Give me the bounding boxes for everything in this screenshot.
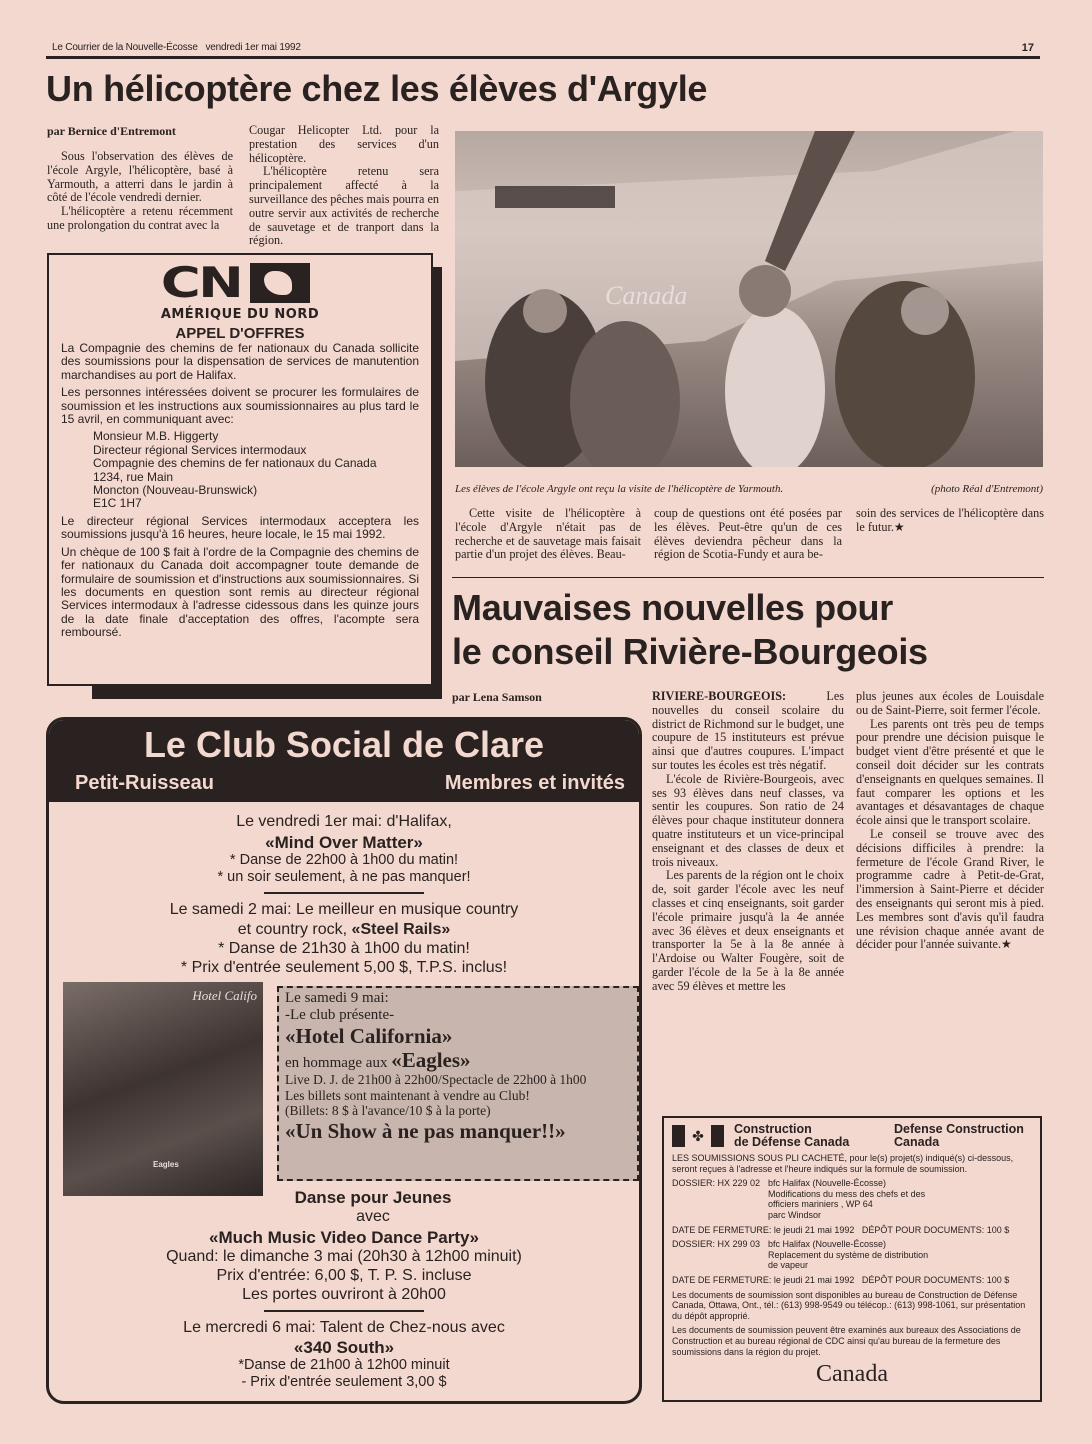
event-text: Les billets sont maintenant à vendre au Club! (285, 1087, 530, 1103)
cn-paragraph: La Compagnie des chemins de fer nationaux du Canada sollicite des soumissions pour la dispensation de services de manutention marchandises au port de Halifax. (61, 341, 419, 382)
article1-continued-col2 (654, 507, 842, 562)
event-text: -Le club présente- (285, 1007, 395, 1023)
dossier-line: officiers mariniers , WP 64 (768, 1199, 873, 1210)
address-line: Monsieur M.B. Higgerty (93, 429, 219, 444)
divider (264, 1310, 424, 1312)
band-photo-label: Eagles (153, 1160, 179, 1169)
helicopter-photo-illustration (455, 131, 1043, 467)
article2-col2 (856, 690, 1044, 952)
article2-headline (452, 586, 928, 674)
address-line: Compagnie des chemins de fer nationaux du Canada (93, 456, 377, 471)
name-line: Canada (894, 1135, 940, 1149)
address-line: Directeur régional Services intermodaux (93, 442, 307, 457)
paragraph: L'hélicoptère retenu sera principalement affecté à la surveillance des pêches mais pourra en outre servir aux activités de recherche de sauvetage et de tranport dans la région. (249, 164, 439, 248)
band-photo-title: Hotel Califo (192, 988, 257, 1003)
article2-byline: par Lena Samson (452, 690, 542, 704)
dossier-1 (672, 1178, 1032, 1220)
dateline: RIVIERE-BOURGEOIS: (652, 689, 787, 703)
cn-ad (47, 253, 433, 686)
cn-address (61, 430, 419, 510)
photo-caption (455, 483, 1043, 495)
cn-logo-letters: CN (160, 258, 242, 307)
paragraph: Les parents ont très peu de temps pour prendre une décision puisque le budget vient d'être présenté et que le conseil doit décider sur les contrats d'enseignants en quelques semaines. Il faut comparer les options et les avantages et désavantages de chaque école ainsi que le transport scolaire. (856, 716, 1044, 828)
dcc-header (672, 1123, 1032, 1149)
band-photo (63, 982, 263, 1196)
dossier-2 (672, 1239, 1032, 1271)
dcc-intro: LES SOUMISSIONS SOUS PLI CACHETÉ, pour le(s) projet(s) indiqué(s) ci-dessous, seront reçues à l'adresse et l'heure indiqués sur la formule de soumission. (672, 1153, 1014, 1174)
deposit: DÉPÔT POUR DOCUMENTS: 100 $ (861, 1274, 1010, 1285)
cn-paragraph: Un chèque de 100 $ fait à l'ordre de la Compagnie des chemins de fer nationaux du Canada doit accompagner toute demande de formulaire de soumission et d'instructions aux soumissionnaires. Si les documents en question sont remis au directeur régional Services intermodaux à l'adresse cidessous dans les quinze jours de la date finale d'acceptation des offres, l'acompte sera remboursé. (61, 544, 419, 640)
closing-date: DATE DE FERMETURE: le jeudi 21 mai 1992 (672, 1224, 855, 1235)
paragraph-text: Les nouvelles du conseil scolaire du district de Richmond sur le budget, une coupure de 15 instituteurs est prévue ainsi que d'autres coupures. L'impact sur toutes les écoles est très négatif. (652, 689, 844, 772)
article1-continued-col1 (455, 507, 641, 562)
dcc-docs-review: Les documents de soumission peuvent être examinés aux bureaux des Associations de Construction et au bureau régional de CDC ainsi qu'au bureau de la fermeture des soumissions dans la région du projet. (672, 1325, 1021, 1357)
dossier-line: Replacement du système de distribution (768, 1249, 929, 1260)
dossier-line: Modifications du mess des chefs et des (768, 1188, 926, 1199)
event-text: en hommage aux (285, 1055, 392, 1071)
dossier-2-closing (672, 1275, 1032, 1286)
event-text: * un soir seulement, à ne pas manquer! (217, 869, 471, 885)
event-text: Live D. J. de 21h00 à 22h00/Spectacle de 22h00 à 1h00 (285, 1072, 587, 1087)
event-1 (49, 812, 639, 886)
paragraph: Cougar Helicopter Ltd. pour la prestation des services d'un hélicoptère. (249, 123, 439, 165)
event-title: Danse pour Jeunes (294, 1188, 452, 1207)
address-line: E1C 1H7 (93, 496, 142, 511)
event-text: * Danse de 21h30 à 1h00 du matin! (218, 940, 470, 957)
event-text: Prix d'entrée: 6,00 $, T. P. S. incluse (216, 1267, 472, 1284)
event-band: «340 South» (293, 1338, 395, 1357)
event-text: * Prix d'entrée seulement 5,00 $, T.P.S. inclus! (180, 959, 508, 976)
event-2 (49, 900, 639, 977)
event-band: «Steel Rails» (351, 921, 451, 938)
event-text: et country rock, (237, 921, 352, 938)
club-header (49, 720, 639, 802)
issue-date: vendredi 1er mai 1992 (205, 42, 301, 53)
dossier-label: DOSSIER: HX 229 02 (672, 1178, 761, 1189)
helicopter-photo (455, 131, 1043, 467)
event-text: Le samedi 9 mai: (285, 990, 389, 1006)
dcc-name-en (894, 1123, 1024, 1149)
article1-headline: Un hélicoptère chez les élèves d'Argyle (46, 68, 708, 109)
north-america-map-icon (250, 263, 310, 303)
paragraph: Le conseil se trouve avec des décisions difficiles à prendre: la fermeture de l'école Grand River, le programme cadre à Petit-de-Grat, l'immersion à Saint-Pierre et décider des enseignants qui seront mis à pied. Les membres sont d'avis qu'il faudra une révision chaque année avant de décider pour l'année suivante.★ (856, 826, 1044, 952)
event-text: - Prix d'entrée seulement 3,00 $ (241, 1374, 447, 1390)
article1-continued-col3 (856, 507, 1044, 535)
club-title: Le Club Social de Clare (143, 724, 545, 765)
article1-col2 (249, 124, 439, 248)
paragraph: L'hélicoptère a retenu récemment une prolongation du contrat avec la (47, 204, 233, 232)
event-band: «Much Music Video Dance Party» (209, 1228, 479, 1247)
club-social-ad (46, 717, 642, 1404)
dcc-docs-available: Les documents de soumission sont disponibles au bureau de Construction de Défense Canada, Ottawa, Ont., tél.: (613) 998-9549 ou télécop.: (613) 998-1061, sur présentation du dépôt approprié. (672, 1289, 1026, 1321)
paragraph: L'école de Rivière-Bourgeois, avec ses 93 élèves dans neuf classes, va sentir les coupures. Son ratio de 24 élèves pour chaque instituteur donnera quatre instituteurs et un vice-principal enseignant et des classes de deux et trois niveaux. (652, 771, 844, 869)
paragraph: Sous l'observation des élèves de l'école Argyle, l'hélicoptère, basé à Yarmouth, a atterri dans le jardin à côté de l'école vendredi dernier. (47, 149, 233, 205)
canada-wordmark: Canada (816, 1361, 888, 1388)
address-line: 1234, rue Main (93, 469, 174, 484)
running-header (52, 42, 301, 53)
defense-construction-ad (662, 1116, 1042, 1402)
cn-body (61, 342, 419, 640)
paragraph: soin des services de l'hélicoptère dans le futur.★ (856, 506, 1044, 534)
cn-paragraph: Le directeur régional Services intermodaux acceptera les soumissions jusqu'à 16 heures, heure locale, le 15 mai 1992. (61, 513, 419, 542)
dossier-1-closing (672, 1225, 1032, 1236)
show-tagline: «Un Show à ne pas manquer!!» (285, 1118, 566, 1143)
deposit: DÉPÔT POUR DOCUMENTS: 100 $ (861, 1224, 1010, 1235)
article1-col1 (47, 150, 233, 233)
paragraph (652, 690, 844, 773)
event-text: avec (356, 1208, 390, 1225)
event-text: *Danse de 21h00 à 12h00 minuit (238, 1357, 450, 1373)
club-location: Petit-Ruisseau (75, 772, 214, 794)
paragraph: Cette visite de l'hélicoptère à l'école d'Argyle n'était pas de recherche et de sauvetage mais faisait partie d'un projet des élèves. Beau- (455, 506, 641, 562)
photo-credit: (photo Réal d'Entremont) (931, 483, 1043, 495)
show-title: «Hotel California» (285, 1024, 453, 1048)
cn-title: APPEL D'OFFRES (175, 325, 305, 342)
event-4-title (263, 1188, 483, 1226)
article1-byline: par Bernice d'Entremont (47, 124, 176, 138)
event-text: Le vendredi 1er mai: d'Halifax, (236, 813, 452, 830)
event-text: Quand: le dimanche 3 mai (20h30 à 12h00 minuit) (166, 1248, 522, 1265)
divider (264, 892, 424, 894)
headline-line: le conseil Rivière-Bourgeois (452, 631, 928, 672)
club-events (49, 802, 639, 977)
name-line: de Défense Canada (734, 1135, 850, 1149)
tribute-name: «Eagles» (391, 1048, 471, 1072)
event-text: Le mercredi 6 mai: Talent de Chez-nous avec (183, 1319, 505, 1336)
dossier-line: bfc Halifax (Nouvelle-Écosse) (768, 1239, 887, 1250)
photo-canada-text: Canada (605, 281, 688, 310)
paragraph: coup de questions ont été posées par les élèves. Peut-être qu'un de ces élèves deviendra pêcheur dans la région de Scotia-Fundy et aura be- (654, 506, 842, 562)
cn-subtitle: AMÉRIQUE DU NORD (160, 307, 320, 322)
name-line: Construction (734, 1122, 812, 1136)
cn-paragraph: Les personnes intéressées doivent se procurer les formulaires de soumission et les instructions aux soumissionnaires au plus tard le 15 avril, en communiquant avec: (61, 385, 419, 427)
name-line: Defense Construction (894, 1122, 1024, 1136)
closing-date: DATE DE FERMETURE: le jeudi 21 mai 1992 (672, 1274, 855, 1285)
event-band: «Mind Over Matter» (265, 833, 423, 852)
canada-flag-icon: ✤ (672, 1125, 724, 1147)
dossier-line: parc Windsor (768, 1209, 822, 1220)
paragraph: plus jeunes aux écoles de Louisdale ou de Saint-Pierre, soit fermer l'école. (856, 689, 1044, 717)
event-text: * Danse de 22h00 à 1h00 du matin! (229, 852, 459, 868)
publication-name: Le Courrier de la Nouvelle-Écosse (52, 42, 198, 53)
club-audience: Membres et invités (444, 772, 625, 794)
event-4 (49, 1228, 639, 1391)
event-text: (Billets: 8 $ à l'avance/10 $ à la porte) (285, 1103, 491, 1118)
dossier-line: bfc Halifax (Nouvelle-Écosse) (768, 1178, 887, 1189)
dossier-label: DOSSIER: HX 299 03 (672, 1239, 761, 1250)
cn-logo (61, 258, 419, 307)
paragraph: Les parents de la région ont le choix de, soit garder l'école avec les neuf classes et cinq enseignants, soit garder l'école primaire jusqu'à la 4e année avec 36 élèves et deux enseignants et transporter la 5e à la 8e année à l'Ardoise ou Walter Fougère, soit de garder l'école de la 5e à la 8e année avec 59 élèves et mettre les (652, 868, 844, 993)
dossier-line: de vapeur (768, 1260, 809, 1271)
header-rule (46, 56, 1040, 59)
page-number: 17 (1021, 42, 1034, 54)
dcc-name-fr (734, 1123, 884, 1149)
address-line: Moncton (Nouveau-Brunswick) (93, 483, 258, 498)
event-text: Le samedi 2 mai: Le meilleur en musique country (169, 901, 519, 918)
hotel-california-box (277, 986, 639, 1181)
headline-line: Mauvaises nouvelles pour (452, 587, 893, 628)
event-text: Les portes ouvriront à 20h00 (242, 1286, 446, 1303)
caption-text: Les élèves de l'école Argyle ont reçu la visite de l'hélicoptère de Yarmouth. (455, 483, 784, 495)
section-rule (452, 577, 1044, 578)
article2-col1 (652, 690, 844, 994)
